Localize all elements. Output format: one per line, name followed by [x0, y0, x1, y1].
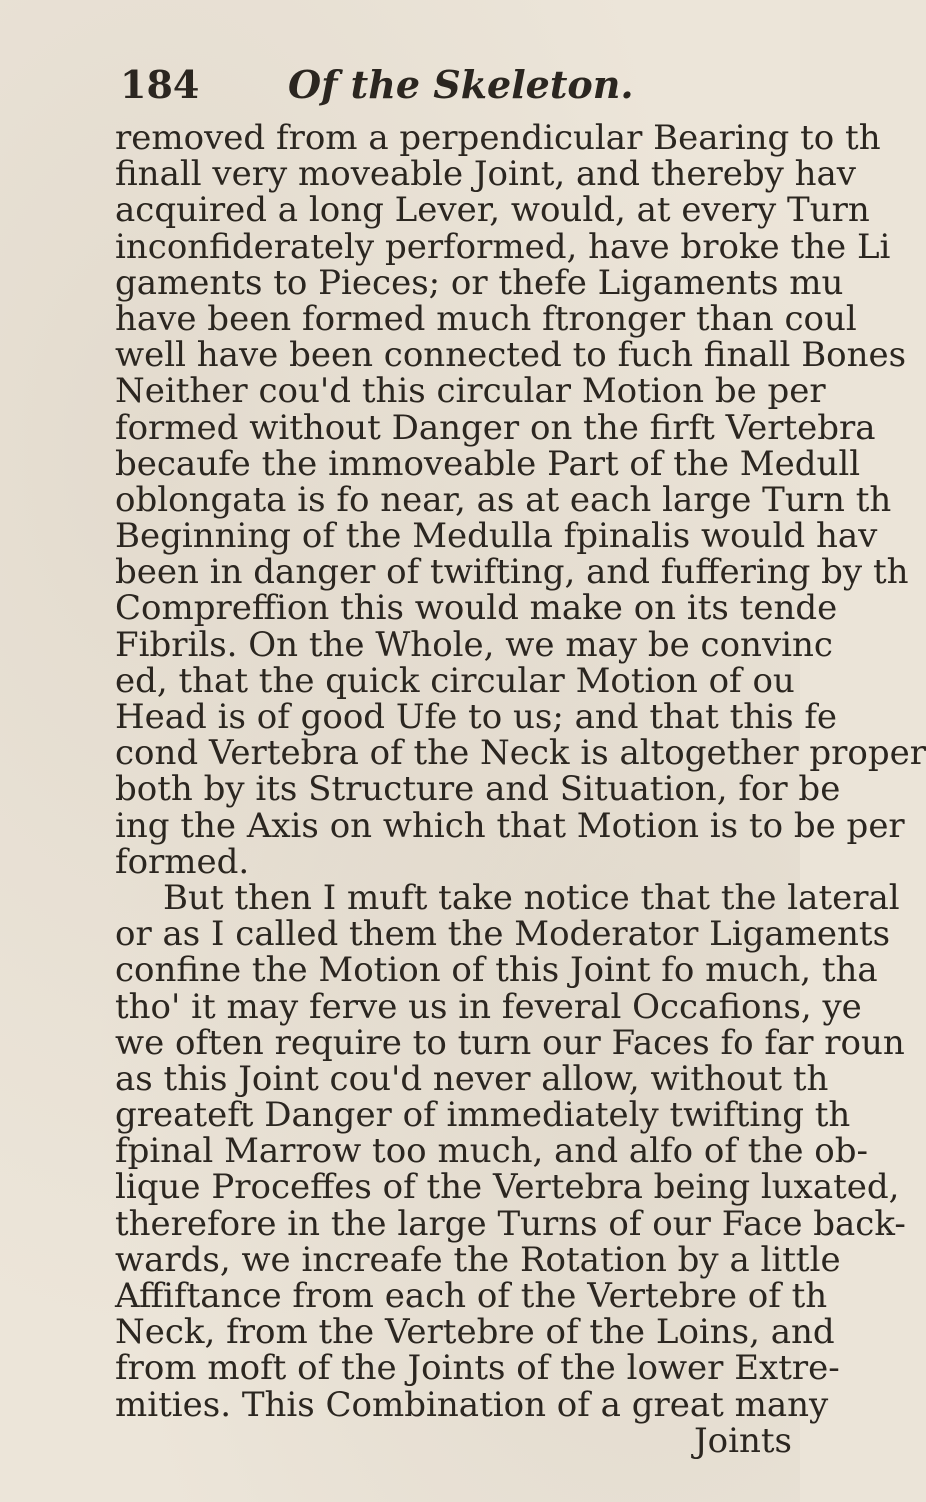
- page-number: 184: [120, 62, 200, 107]
- body-text: [115, 118, 926, 1461]
- running-title: Of the Skeleton.: [288, 62, 634, 107]
- text-line: Head is of good Ufe to us; and that this fe: [115, 697, 838, 737]
- text-line: wards, we increafe the Rotation by a little: [115, 1239, 841, 1280]
- paragraph-first-line: But then I muft take notice that the lateral: [163, 877, 900, 918]
- text-line: lique Proceffes of the Vertebra being luxated,: [115, 1167, 900, 1208]
- text-line: been in danger of twifting, and fuffering by th: [115, 552, 909, 593]
- text-line: finall very moveable Joint, and thereby hav: [115, 154, 856, 195]
- text-line: cond Vertebra of the Neck is altogether proper: [115, 733, 926, 774]
- text-line: Fibrils. On the Whole, we may be convinc: [115, 624, 833, 665]
- text-line: both by its Structure and Situation, for be: [115, 769, 841, 810]
- text-line: Affiftance from each of the Vertebre of th: [115, 1276, 828, 1316]
- text-line: oblongata is fo near, as at each large Turn th: [115, 479, 892, 520]
- text-line: becaufe the immoveable Part of the Medull: [115, 443, 861, 484]
- text-line: formed.: [115, 841, 250, 882]
- text-line: we often require to turn our Faces fo far roun: [115, 1022, 905, 1063]
- text-line: from moft of the Joints of the lower Extre-: [115, 1348, 840, 1389]
- text-line: well have been connected to fuch finall Bones: [115, 335, 907, 376]
- text-line: Neither cou'd this circular Motion be per: [115, 371, 826, 412]
- text-line: Compreffion this would make on its tende: [115, 588, 838, 629]
- text-line: Neck, from the Vertebre of the Loins, and: [115, 1312, 835, 1353]
- text-line: Beginning of the Medulla fpinalis would hav: [115, 516, 878, 557]
- text-line: fpinal Marrow too much, and alfo of the ob-: [115, 1131, 868, 1172]
- text-line: inconfiderately performed, have broke the Li: [115, 226, 891, 267]
- text-line: have been formed much ftronger than coul: [115, 298, 857, 339]
- text-line: tho' it may ferve us in feveral Occafions, ye: [115, 986, 862, 1027]
- text-line: formed without Danger on the firft Vertebra: [115, 407, 876, 448]
- text-line: ing the Axis on which that Motion is to be per: [115, 805, 905, 846]
- text-line: as this Joint cou'd never allow, without th: [115, 1058, 829, 1099]
- page-header: [120, 50, 800, 120]
- text-line: removed from a perpendicular Bearing to th: [115, 118, 881, 158]
- catchword: Joints: [694, 1420, 792, 1461]
- text-line: confine the Motion of this Joint fo much, tha: [115, 950, 878, 991]
- text-line: gaments to Pieces; or thefe Ligaments mu: [115, 262, 844, 303]
- text-line: greateft Danger of immediately twifting th: [115, 1095, 851, 1136]
- text-line: or as I called them the Moderator Ligaments: [115, 914, 891, 955]
- text-line: acquired a long Lever, would, at every Turn: [115, 190, 870, 231]
- text-line: ed, that the quick circular Motion of ou: [115, 660, 795, 701]
- text-line: mities. This Combination of a great many: [115, 1384, 829, 1425]
- text-line: therefore in the large Turns of our Face back-: [115, 1203, 906, 1244]
